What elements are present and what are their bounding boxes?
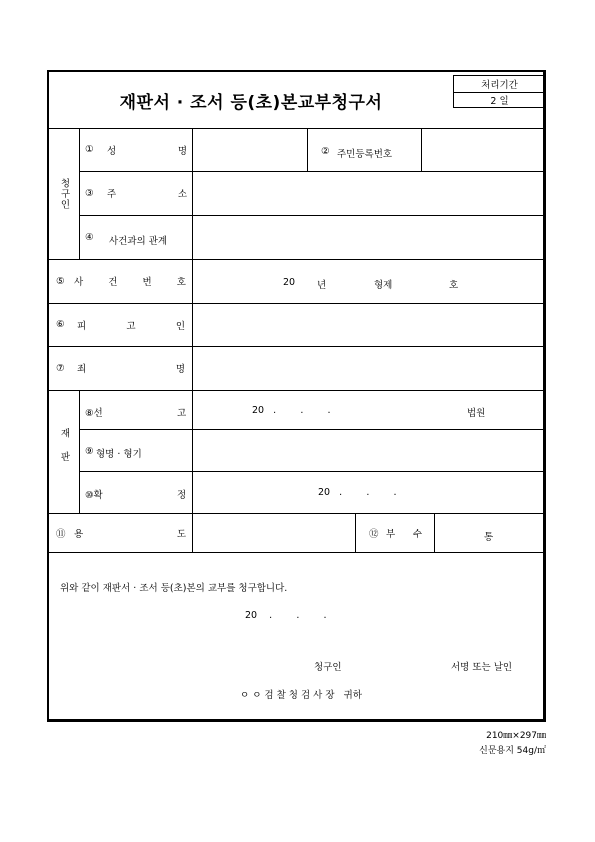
copies-label: 부 수 <box>386 528 422 540</box>
sign-or-seal-label: 서명 또는 날인 <box>451 662 513 673</box>
final-date: 20 . . . <box>318 487 397 498</box>
relation-num: ④ <box>85 231 94 243</box>
statement-date: 20 . . . <box>245 610 327 621</box>
claimant-section-text: 청구인 <box>58 177 70 210</box>
processing-period-value: 2 일 <box>490 96 509 107</box>
statement-text: 위와 같이 재판서 · 조서 등(초)본의 교부를 청구합니다. <box>60 583 288 594</box>
crime-field[interactable] <box>193 347 546 390</box>
name-field[interactable] <box>193 129 307 171</box>
form-title: 재판서 · 조서 등(초)본교부청구서 <box>119 92 383 113</box>
address-label: 주 소 <box>107 189 187 200</box>
defendant-label: 피 고 인 <box>77 320 185 332</box>
address-field[interactable] <box>193 172 546 215</box>
trial-section-label <box>49 390 79 513</box>
copies-num: ⑫ <box>369 528 379 540</box>
claimant-sign-label: 청구인 <box>314 662 342 673</box>
relation-field[interactable] <box>193 216 546 259</box>
penalty-label: 형명 · 형기 <box>96 449 142 460</box>
resident-no-num: ② <box>321 146 330 157</box>
name-label: 성 명 <box>107 145 187 157</box>
crime-num: ⑦ <box>56 362 65 374</box>
case-year-unit: 년 <box>317 280 327 291</box>
crime-label: 죄 명 <box>77 364 185 375</box>
case-year-prefix: 20 <box>283 277 296 288</box>
addressee: ㅇ ㅇ 검 찰 청 검 사 장 귀하 <box>240 690 362 701</box>
purpose-num: ⑪ <box>56 528 66 540</box>
name-num: ① <box>85 144 94 155</box>
purpose-label: 용 도 <box>74 528 186 540</box>
address-num: ③ <box>85 187 94 199</box>
paper-size: 210㎜×297㎜ <box>486 731 546 741</box>
claimant-section-label <box>49 128 79 259</box>
request-form <box>47 70 546 722</box>
case-no-unit: 호 <box>449 280 459 291</box>
penalty-num: ⑨ <box>85 446 94 457</box>
sentence-court: 법원 <box>467 408 486 419</box>
sentence-num: ⑧선 <box>85 408 103 419</box>
relation-label: 사건과의 관계 <box>109 236 168 247</box>
copies-unit: 통 <box>484 532 494 543</box>
final-num: ⑩확 <box>85 490 103 501</box>
purpose-field[interactable] <box>193 514 355 552</box>
paper-type: 신문용지 54g/㎡ <box>479 746 546 756</box>
processing-period-label: 처리기간 <box>481 80 518 91</box>
resident-no-label: 주민등록번호 <box>337 149 393 160</box>
defendant-field[interactable] <box>193 304 546 346</box>
case-type: 형제 <box>374 280 393 291</box>
sentence-label: 고 <box>177 408 187 419</box>
case-no-num: ⑤ <box>56 275 65 287</box>
final-label: 정 <box>177 490 187 501</box>
defendant-num: ⑥ <box>56 319 65 330</box>
trial-section-text: 재판 <box>58 428 70 475</box>
penalty-field[interactable] <box>193 430 546 471</box>
sentence-date: 20 . . . <box>252 405 331 416</box>
processing-period-box <box>453 75 546 108</box>
resident-no-field[interactable] <box>422 129 546 171</box>
case-no-label: 사 건 번 호 <box>74 277 186 288</box>
